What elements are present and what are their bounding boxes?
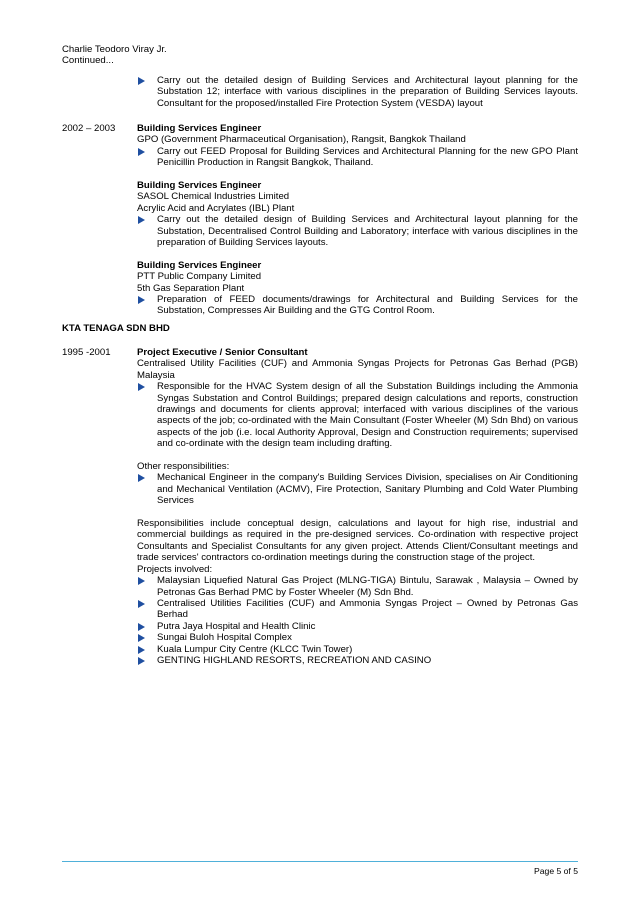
bullet-item: Preparation of FEED documents/drawings for Architectural and Building Services for the Substation, Compresses Air Building and the GTG Control Room.	[137, 294, 578, 317]
arrow-bullet-icon	[138, 657, 145, 665]
bullet-item: Mechanical Engineer in the company's Building Services Division, specialises on Air Conditioning and Mechanical Ventilation (ACMV), Fire Protection, Sanitary Plumbing and Cold Water Plumbing Services	[137, 472, 578, 506]
arrow-bullet-icon	[138, 623, 145, 631]
entry-date: 1995 -2001	[62, 347, 111, 358]
project-item: Putra Jaya Hospital and Health Clinic	[137, 621, 578, 632]
arrow-bullet-icon	[138, 474, 145, 482]
role-line: 5th Gas Separation Plant	[137, 282, 245, 294]
arrow-bullet-icon	[138, 646, 145, 654]
role-title: Building Services Engineer	[137, 259, 262, 271]
role-title: Building Services Engineer	[137, 180, 262, 192]
bullet-item: Responsible for the HVAC System design of all the Substation Buildings including the Ammonia Syngas Substation and Control Buildings; prepared design calculations and reports, construction drawings and documents for clients approval; interfaced with various disciplines of the various aspects of the job; co-ordinated with the Main Consultant (Foster Wheeler (M) Sdn Bhd) on various aspects of the job (i.e. local Authority Approval, Design and Construction requirements; supervised and co-ordinate with the design team including drafting.	[137, 381, 578, 449]
candidate-name: Charlie Teodoro Viray Jr.	[62, 44, 167, 55]
arrow-bullet-icon	[138, 148, 145, 156]
bullet-item: Carry out the detailed design of Building Services and Architectural layout planning for the Substation, Decentralised Control Building and Laboratory; interface with various disciplines in the preparation of Building Services layouts.	[137, 214, 578, 248]
entry-date: 2002 – 2003	[62, 123, 116, 134]
footer-rule	[62, 861, 578, 862]
responsibilities-paragraph: Responsibilities include conceptual design, calculations and layout for high rise, industrial and commercial buildings as required in the pre-designed services. Co-ordination with respective project Consultants and Specialist Consultants for any given project. Attends Client/Consultant meetings and trade services' contractors co-ordination meetings during the construction stage of the project.	[137, 518, 578, 564]
projects-label: Projects involved:	[137, 563, 213, 575]
project-item: Sungai Buloh Hospital Complex	[137, 632, 578, 643]
arrow-bullet-icon	[138, 296, 145, 304]
page-number: Page 5 of 5	[534, 866, 578, 876]
page-header	[62, 44, 167, 67]
continued-entry	[62, 75, 578, 109]
project-item: GENTING HIGHLAND RESORTS, RECREATION AND CASINO	[137, 655, 578, 666]
project-item: Malaysian Liquefied Natural Gas Project (MLNG-TIGA) Bintulu, Sarawak , Malaysia – Owned by Petronas Gas Berhad PMC by Foster Wheeler (M) Sdn Bhd.	[137, 575, 578, 598]
arrow-bullet-icon	[138, 77, 145, 85]
bullet-item: Carry out the detailed design of Building Services and Architectural layout planning for the Substation 12; interface with various disciplines in the preparation of Building Services layouts. Consultant for the proposed/installed Fire Protection System (VESDA) layout	[137, 75, 578, 109]
role-title: Building Services Engineer	[137, 123, 262, 134]
role-line: GPO (Government Pharmaceutical Organisation), Rangsit, Bangkok Thailand	[137, 134, 466, 146]
arrow-bullet-icon	[138, 216, 145, 224]
role-line: PTT Public Company Limited	[137, 271, 262, 283]
bullet-item: Carry out FEED Proposal for Building Services and Architectural Planning for the new GPO Plant Penicillin Production in Rangsit Bangkok, Thailand.	[137, 146, 578, 169]
company-heading: KTA TENAGA SDN BHD	[62, 323, 170, 334]
role-title: Project Executive / Senior Consultant	[137, 347, 308, 358]
arrow-bullet-icon	[138, 383, 145, 391]
project-item: Centralised Utilities Facilities (CUF) and Ammonia Syngas Project – Owned by Petronas Gas Berhad	[137, 598, 578, 621]
project-item: Kuala Lumpur City Centre (KLCC Twin Tower)	[137, 644, 578, 655]
arrow-bullet-icon	[138, 577, 145, 585]
arrow-bullet-icon	[138, 634, 145, 642]
role-line: SASOL Chemical Industries Limited	[137, 191, 290, 203]
arrow-bullet-icon	[138, 600, 145, 608]
experience-entry-1995	[62, 347, 578, 666]
experience-entry-2002	[62, 123, 578, 317]
role-description: Centralised Utility Facilities (CUF) and Ammonia Syngas Projects for Petronas Gas Berhad (PGB) Malaysia	[137, 358, 578, 381]
other-responsibilities-label: Other responsibilities:	[137, 461, 230, 473]
role-line: Acrylic Acid and Acrylates (IBL) Plant	[137, 202, 295, 214]
continued-label: Continued...	[62, 55, 114, 67]
